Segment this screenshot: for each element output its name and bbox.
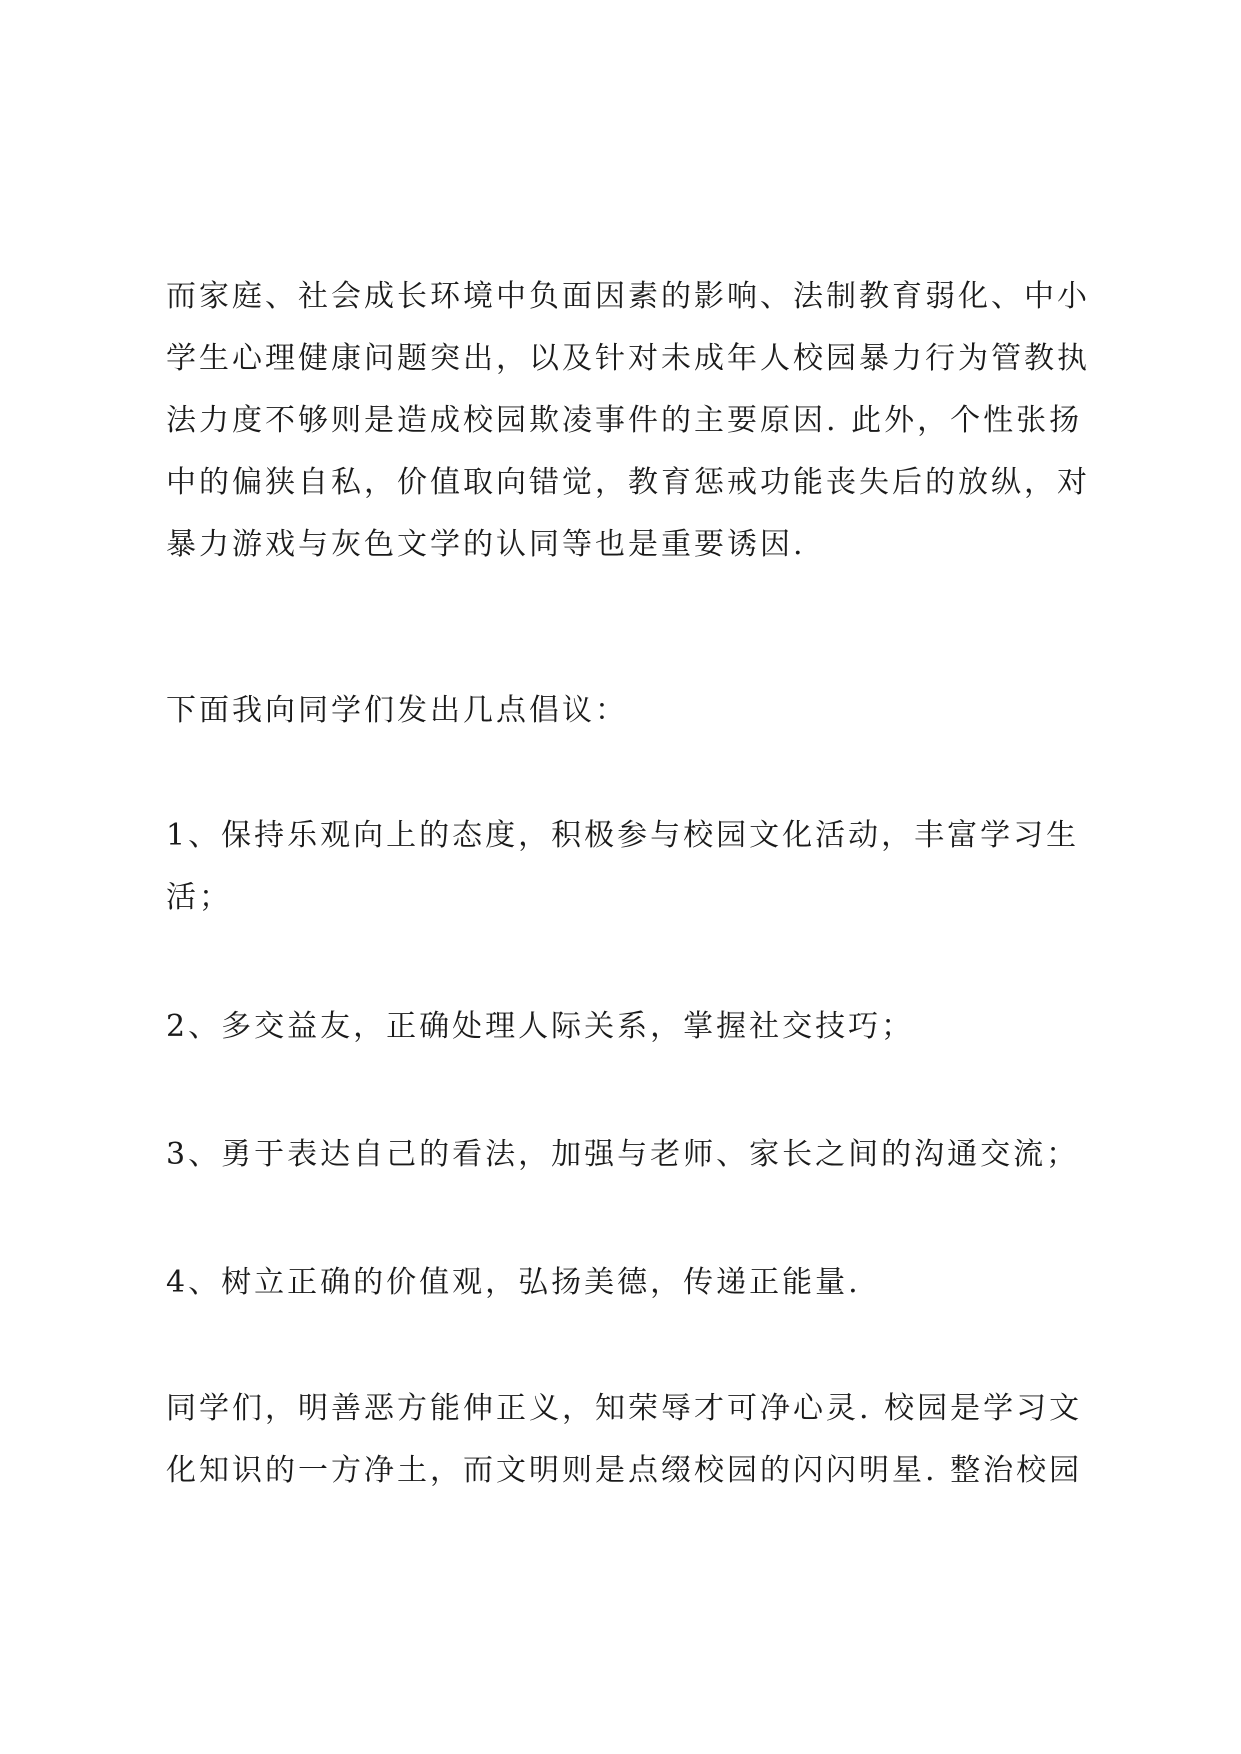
text-line: 1、保持乐观向上的态度，积极参与校园文化活动，丰富学习生 [166, 818, 1080, 853]
text-line: 3、勇于表达自己的看法，加强与老师、家长之间的沟通交流； [166, 1137, 1080, 1172]
list-item-3 [166, 1124, 1086, 1186]
paragraph-causes [166, 266, 1090, 576]
list-item-4 [166, 1252, 1086, 1314]
text-line: 而家庭、社会成长环境中负面因素的影响、法制教育弱化、中小 [166, 279, 1090, 314]
text-line: 4、树立正确的价值观，弘扬美德，传递正能量. [166, 1265, 861, 1300]
text-line: 同学们，明善恶方能伸正义，知荣辱才可净心灵. 校园是学习文 [166, 1391, 1083, 1426]
text-line: 活； [166, 880, 232, 915]
paragraph-intro [166, 680, 1086, 742]
text-line: 暴力游戏与灰色文学的认同等也是重要诱因. [166, 527, 806, 562]
list-item-1 [166, 805, 1086, 929]
text-line: 化知识的一方净土，而文明则是点缀校园的闪闪明星. 整治校园 [166, 1453, 1083, 1488]
text-line: 学生心理健康问题突出，以及针对未成年人校园暴力行为管教执 [166, 341, 1090, 376]
list-item-2 [166, 996, 1086, 1058]
paragraph-closing [166, 1378, 1086, 1502]
text-line: 2、多交益友，正确处理人际关系，掌握社交技巧； [166, 1009, 915, 1044]
text-line: 法力度不够则是造成校园欺凌事件的主要原因. 此外，个性张扬 [166, 403, 1083, 438]
text-line: 下面我向同学们发出几点倡议： [166, 693, 628, 728]
text-line: 中的偏狭自私，价值取向错觉，教育惩戒功能丧失后的放纵，对 [166, 465, 1090, 500]
